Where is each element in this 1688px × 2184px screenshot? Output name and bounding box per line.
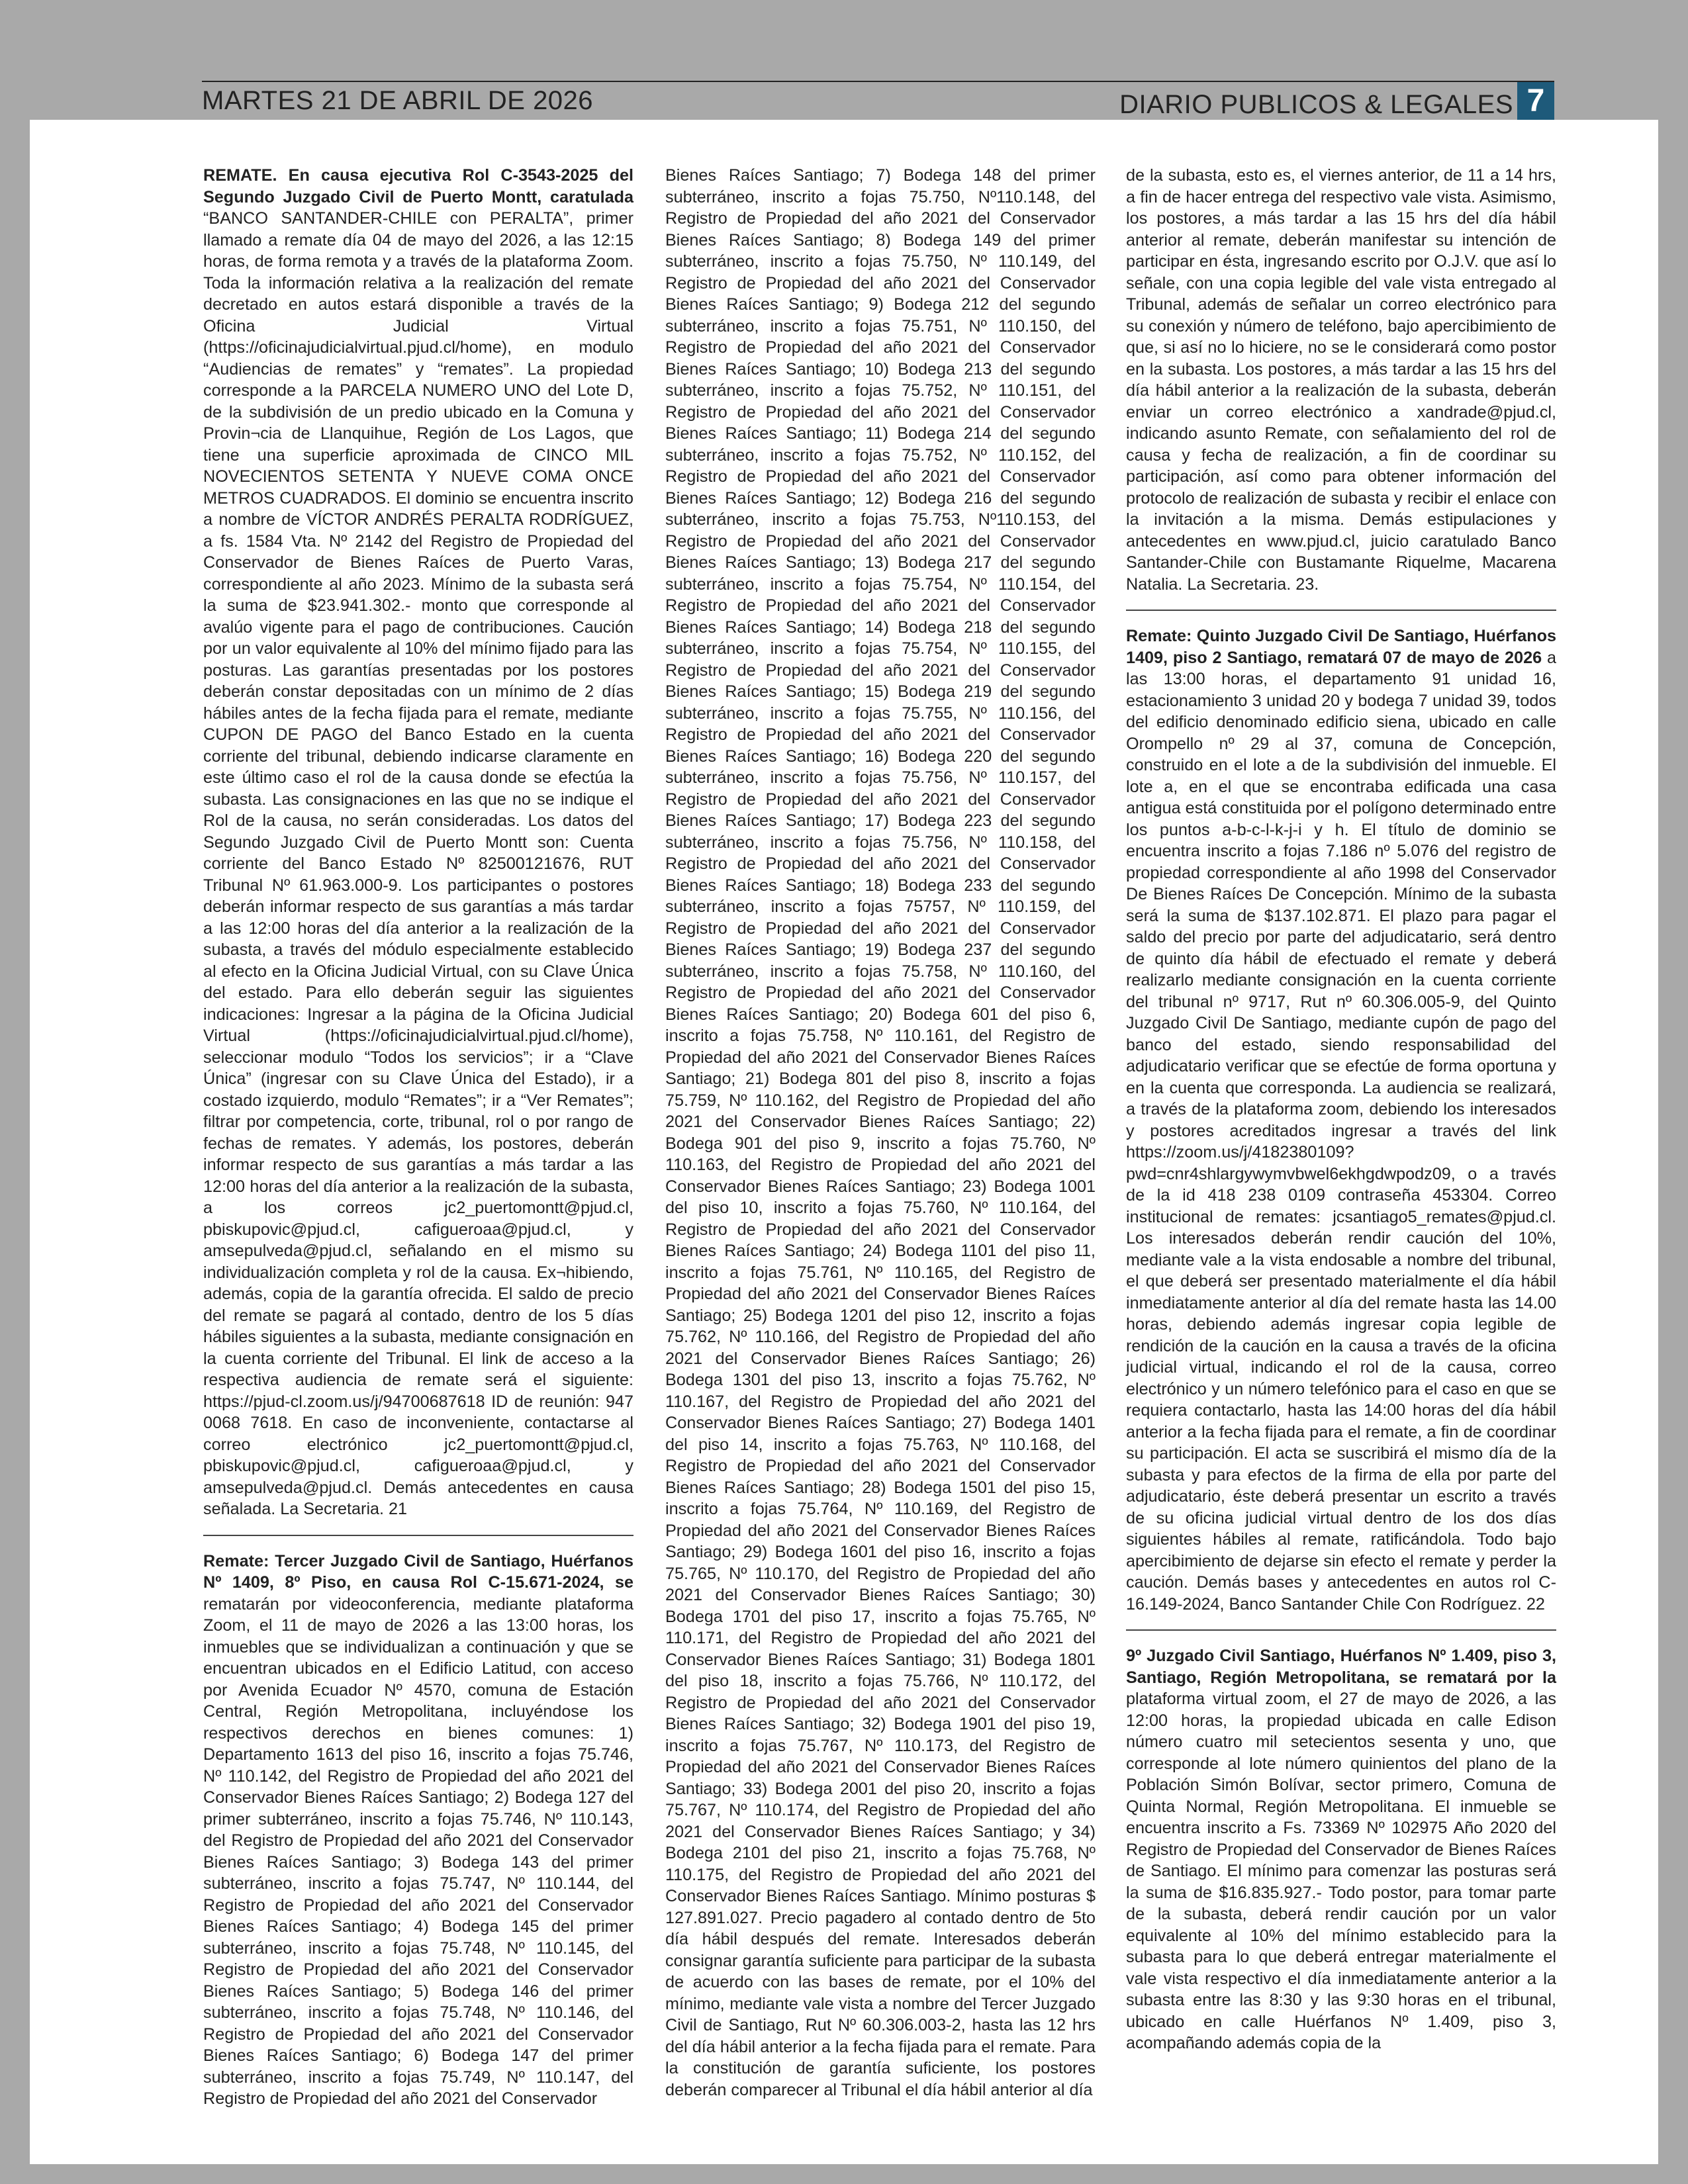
page-sheet [30,120,1658,2164]
notice-4-heading: 9º Juzgado Civil Santiago, Huérfanos Nº 1.409, piso 3, Santiago, Región Metropolitana, se rematará por la [1126,1647,1556,1687]
notice-2 [203,1551,633,2110]
page-header [202,81,1554,120]
notice-4-body: plataforma virtual zoom, el 27 de mayo de 2026, a las 12:00 horas, la propiedad ubicada en calle Edison número cuatro mil setecientos sesenta y uno, que corresponde al lote número quinientos del plano de la Población Simón Bolívar, sector primero, Comuna de Quinta Normal, Región Metropolitana. El inmueble se encuentra inscrito a Fs. 73369 Nº 102975 Año 2020 del Registro de Propiedad del Conservador de Bienes Raíces de Santiago. El mínimo para comenzar las posturas será la suma de $16.835.927.- Todo postor, para tomar parte de la subasta, deberá rendir caución por un valor equivalente al 10% del mínimo establecido para la subasta para lo que deberá entregar materialmente el vale vista respectivo el día inmediatamente anterior a la subasta entre las 8:30 y las 9:30 horas en el tribunal, ubicado en calle Huérfanos Nº 1.409, piso 3, acompañando además copia de la [1126,1690,1556,2052]
notice-divider [203,1535,633,1536]
notice-2-body-part-3: de la subasta, esto es, el viernes anterior, de 11 a 14 hrs, a fin de hacer entrega del respectivo vale vista. Asimismo, los postores, a más tardar a las 15 hrs del día hábil anterior al remate, deberán manifestar su intención de participar en ésta, ingresando escrito por O.J.V. que así lo señale, con una copia legible del vale vista entregado al Tribunal, además de señalar un correo electrónico para su conexión y número de teléfono, bajo apercibimiento de que, si así no lo hiciere, no se le considerará como postor en la subasta. Los postores, a más tardar a las 15 hrs del día hábil anterior a la realización de la subasta, deberán enviar un correo electrónico a xandrade@pjud.cl, indicando asunto Remate, con señalamiento del rol de causa y fecha de realización, a fin de coordinar su participación, así como para obtener información del protocolo de realización de subasta y recibir el enlace con la invitación a la misma. Demás estipulaciones y antecedentes en www.pjud.cl, juicio caratulado Banco Santander-Chile con Bustamante Riquelme, Macarena Natalia. La Secretaria. 23. [1126,166,1556,594]
publication-name: DIARIO PUBLICOS & LEGALES [1119,90,1513,119]
notice-2-heading: Remate: Tercer Juzgado Civil de Santiago, Huérfanos Nº 1409, 8º Piso, en causa Rol C-15.671-2024, se [203,1551,633,1592]
notice-2-body-part-1: rematarán por videoconferencia, mediante plataforma Zoom, el 11 de mayo de 2026 a las 13:00 horas, los inmuebles que se individualizan a continuación y que se encuentran ubicados en el Edificio Latitud, con acceso por Avenida Ecuador Nº 4570, comuna de Estación Central, Región Metropolitana, incluyéndose los respectivos derechos en bienes comunes: 1) Departamento 1613 del piso 16, inscrito a fojas 75.746, Nº 110.142, del Registro de Propiedad del año 2021 del Conservador Bienes Raíces Santiago; 2) Bodega 127 del primer subterráneo, inscrito a fojas 75.746, Nº 110.143, del Registro de Propiedad del año 2021 del Conservador Bienes Raíces Santiago; 3) Bodega 143 del primer subterráneo, inscrito a fojas 75.747, Nº 110.144, del Registro de Propiedad del año 2021 del Conservador Bienes Raíces Santiago; 4) Bodega 145 del primer subterráneo, inscrito a fojas 75.748, Nº 110.145, del Registro de Propiedad del año 2021 del Conservador Bienes Raíces Santiago; 5) Bodega 146 del primer subterráneo, inscrito a fojas 75.748, Nº 110.146, del Registro de Propiedad del año 2021 del Conservador Bienes Raíces Santiago; 6) Bodega 147 del primer subterráneo, inscrito a fojas 75.749, Nº 110.147, del Registro de Propiedad del año 2021 del Conservador [203,1594,633,2108]
notice-1-body: “BANCO SANTANDER-CHILE con PERALTA”, primer llamado a remate día 04 de mayo del 2026, a las 12:15 horas, de forma remota y a través de la plataforma Zoom. Toda la información relativa a la realización del remate decretado en autos estará disponible a través de la Oficina Judicial Virtual (https://oficinajudicialvirtual.pjud.cl/home), en modulo “Audiencias de remates” y “remates”. La propiedad corresponde a la PARCELA NUMERO UNO del Lote D, de la subdivisión de un predio ubicado en la Comuna y Provin¬cia de Llanquihue, Región de Los Lagos, que tiene una superficie aproximada de CINCO MIL NOVECIENTOS SETENTA Y NUEVE COMA ONCE METROS CUADRADOS. El dominio se encuentra inscrito a nombre de VÍCTOR ANDRÉS PERALTA RODRÍGUEZ, a fs. 1584 Vta. Nº 2142 del Registro de Propiedad del Conservador de Bienes Raíces de Puerto Varas, correspondiente al año 2023. Mínimo de la subasta será la suma de $23.941.302.- monto que corresponde al avalúo vigente para el pago de contribuciones. Caución por un valor equivalente al 10% del mínimo fijado para las posturas. Las garantías presentadas por los postores deberán constar depositadas con un mínimo de 2 días hábiles antes de la fecha fijada para el remate, mediante CUPON DE PAGO del Banco Estado en la cuenta corriente del tribunal, debiendo indicarse claramente en este último caso el rol de la causa donde se efectúa la subasta. Las consignaciones en las que no se indique el Rol de la causa, no serán consideradas. Los datos del Segundo Juzgado Civil de Puerto Montt son: Cuenta corriente del Banco Estado Nº 82500121676, RUT Tribunal Nº 61.963.000-9. Los participantes o postores deberán informar respecto de sus garantías a más tardar a las 12:00 horas del día anterior a la realización de la subasta, a través del módulo especialmente establecido al efecto en la Oficina Judicial Virtual, con su Clave Única del estado. Para ello deberán seguir las siguientes indicaciones: Ingresar a la página de la Oficina Judicial Virtual (https://oficinajudicialvirtual.pjud.cl/home), seleccionar modulo “Todos los servicios”; ir a “Clave Única” (ingresar con su Clave Única del Estado), ir a costado izquierdo, modulo “Remates”; ir a “Ver Remates”; filtrar por competencia, corte, tribunal, rol o por rango de fechas de remates. Y además, los postores, deberán informar respecto de sus garantías a más tardar a las 12:00 horas del día anterior a la realización de la subasta, a los correos jc2_puertomontt@pjud.cl, pbiskupovic@pjud.cl, cafigueroaa@pjud.cl, y amsepulveda@pjud.cl, señalando en el mismo su individualización completa y rol de la causa. Ex¬hibiendo, además, copia de la garantía ofrecida. El saldo de precio del remate se pagará al contado, dentro de los 5 días hábiles siguientes a la subasta, mediante consignación en la cuenta corriente del Tribunal. El link de acceso a la respectiva audiencia de remate será el siguiente: https://pjud-cl.zoom.us/j/94700687618 ID de reunión: 947 0068 7618. En caso de inconveniente, contactarse al correo electrónico jc2_puertomontt@pjud.cl, pbiskupovic@pjud.cl, cafigueroaa@pjud.cl, y amsepulveda@pjud.cl. Demás antecedentes en causa señalada. La Secretaria. 21 [203,209,633,1518]
notice-1-heading: REMATE. En causa ejecutiva Rol C-3543-2025 del Segundo Juzgado Civil de Puerto Montt, caratulada [203,166,633,206]
notice-2-body-part-2: Bienes Raíces Santiago; 7) Bodega 148 del primer subterráneo, inscrito a fojas 75.750, Nº110.148, del Registro de Propiedad del año 2021 del Conservador Bienes Raíces Santiago; 8) Bodega 149 del primer subterráneo, inscrito a fojas 75.750, Nº 110.149, del Registro de Propiedad del año 2021 del Conservador Bienes Raíces Santiago; 9) Bodega 212 del segundo subterráneo, inscrito a fojas 75.751, Nº 110.150, del Registro de Propiedad del año 2021 del Conservador Bienes Raíces Santiago; 10) Bodega 213 del segundo subterráneo, inscrito a fojas 75.752, Nº 110.151, del Registro de Propiedad del año 2021 del Conservador Bienes Raíces Santiago; 11) Bodega 214 del segundo subterráneo, inscrito a fojas 75.752, Nº 110.152, del Registro de Propiedad del año 2021 del Conservador Bienes Raíces Santiago; 12) Bodega 216 del segundo subterráneo, inscrito a fojas 75.753, Nº110.153, del Registro de Propiedad del año 2021 del Conservador Bienes Raíces Santiago; 13) Bodega 217 del segundo subterráneo, inscrito a fojas 75.754, Nº 110.154, del Registro de Propiedad del año 2021 del Conservador Bienes Raíces Santiago; 14) Bodega 218 del segundo subterráneo, inscrito a fojas 75.754, Nº 110.155, del Registro de Propiedad del año 2021 del Conservador Bienes Raíces Santiago; 15) Bodega 219 del segundo subterráneo, inscrito a fojas 75.755, Nº 110.156, del Registro de Propiedad del año 2021 del Conservador Bienes Raíces Santiago; 16) Bodega 220 del segundo subterráneo, inscrito a fojas 75.756, Nº 110.157, del Registro de Propiedad del año 2021 del Conservador Bienes Raíces Santiago; 17) Bodega 223 del segundo subterráneo, inscrito a fojas 75.756, Nº 110.158, del Registro de Propiedad del año 2021 del Conservador Bienes Raíces Santiago; 18) Bodega 233 del segundo subterráneo, inscrito a fojas 75757, Nº 110.159, del Registro de Propiedad del año 2021 del Conservador Bienes Raíces Santiago; 19) Bodega 237 del segundo subterráneo, inscrito a fojas 75.758, Nº 110.160, del Registro de Propiedad del año 2021 del Conservador Bienes Raíces Santiago; 20) Bodega 601 del piso 6, inscrito a fojas 75.758, Nº 110.161, del Registro de Propiedad del año 2021 del Conservador Bienes Raíces Santiago; 21) Bodega 801 del piso 8, inscrito a fojas 75.759, Nº 110.162, del Registro de Propiedad del año 2021 del Conservador Bienes Raíces Santiago; 22) Bodega 901 del piso 9, inscrito a fojas 75.760, Nº 110.163, del Registro de Propiedad del año 2021 del Conservador Bienes Raíces Santiago; 23) Bodega 1001 del piso 10, inscrito a fojas 75.760, Nº 110.164, del Registro de Propiedad del año 2021 del Conservador Bienes Raíces Santiago; 24) Bodega 1101 del piso 11, inscrito a fojas 75.761, Nº 110.165, del Registro de Propiedad del año 2021 del Conservador Bienes Raíces Santiago; 25) Bodega 1201 del piso 12, inscrito a fojas 75.762, Nº 110.166, del Registro de Propiedad del año 2021 del Conservador Bienes Raíces Santiago; 26) Bodega 1301 del piso 13, inscrito a fojas 75.762, Nº 110.167, del Registro de Propiedad del año 2021 del Conservador Bienes Raíces Santiago; 27) Bodega 1401 del piso 14, inscrito a fojas 75.763, Nº 110.168, del Registro de Propiedad del año 2021 del Conservador Bienes Raíces Santiago; 28) Bodega 1501 del piso 15, inscrito a fojas 75.764, Nº 110.169, del Registro de Propiedad del año 2021 del Conservador Bienes Raíces Santiago; 29) Bodega 1601 del piso 16, inscrito a fojas 75.765, Nº 110.170, del Registro de Propiedad del año 2021 del Conservador Bienes Raíces Santiago; 30) Bodega 1701 del piso 17, inscrito a fojas 75.765, Nº 110.171, del Registro de Propiedad del año 2021 del Conservador Bienes Raíces Santiago; 31) Bodega 1801 del piso 18, inscrito a fojas 75.766, Nº 110.172, del Registro de Propiedad del año 2021 del Conservador Bienes Raíces Santiago; 32) Bodega 1901 del piso 19, inscrito a fojas 75.767, Nº 110.173, del Registro de Propiedad del año 2021 del Conservador Bienes Raíces Santiago; 33) Bodega 2001 del piso 20, inscrito a fojas 75.767, Nº 110.174, del Registro de Propiedad del año 2021 del Conservador Bienes Raíces Santiago; y 34) Bodega 2101 del piso 21, inscrito a fojas 75.768, Nº 110.175, del Registro de Propiedad del año 2021 del Conservador Bienes Raíces Santiago. Mínimo posturas $ 127.891.027. Precio pagadero al contado dentro de 5to día hábil después del remate. Interesados deberán consignar garantía suficiente para participar de la subasta de acuerdo con las bases de remate, por el 10% del mínimo, mediante vale vista a nombre del Tercer Juzgado Civil de Santiago, Rut Nº 60.306.003-2, hasta las 12 hrs del día hábil anterior a la fecha fijada para el remate. Para la constitución de garantía suficiente, los postores deberán comparecer al Tribunal el día hábil anterior al día [665,166,1096,2099]
notice-divider [1126,1629,1556,1631]
notice-divider [1126,610,1556,611]
notice-1 [203,165,633,1520]
column-3 [1126,165,1556,2054]
column-1 [203,165,633,2110]
notice-2-continued [665,165,1096,2101]
issue-date: MARTES 21 DE ABRIL DE 2026 [202,86,594,115]
notice-2-continued-2 [1126,165,1556,595]
notice-3-heading: Remate: Quinto Juzgado Civil De Santiago, Huérfanos 1409, piso 2 Santiago, rematará 07 de mayo de 2026 [1126,627,1556,667]
notice-3-body: a las 13:00 horas, el departamento 91 unidad 16, estacionamiento 3 unidad 20 y bodega 7 unidad 39, todos del edificio denominado edificio siena, ubicado en calle Orompello nº 29 al 37, comuna de Concepción, construido en el lote a de la subdivisión del inmueble. El lote a, en el que se encontraba edificada una casa antigua está constituida por el polígono determinado entre los puntos a-b-c-l-k-j-i y h. El título de dominio se encuentra inscrito a fojas 7.186 nº 5.076 del registro de propiedad correspondiente al año 1998 del Conservador De Bienes Raíces De Concepción. Mínimo de la subasta será la suma de $137.102.871. El plazo para pagar el saldo del precio por parte del adjudicatario, será dentro de quinto día hábil de efectuado el remate y deberá realizarlo mediante consignación en la cuenta corriente del tribunal nº 9717, Rut nº 60.306.005-9, del Quinto Juzgado Civil De Santiago, mediante cupón de pago del banco del estado, siendo responsabilidad del adjudicatario verificar que se efectúe de forma oportuna y en la cuenta que corresponda. La audiencia se realizará, a través de la plataforma zoom, debiendo los interesados y postores acreditados ingresar a través del link https://zoom.us/j/4182380109?pwd=cnr4shlargywymvbwel6ekhgdwpodz09, o a través de la id 418 238 0109 contraseña 453304. Correo institucional de remates: jcsantiago5_remates@pjud.cl. Los interesados deberán rendir caución del 10%, mediante vale a la vista endosable a nombre del tribunal, el que deberá ser presentado materialmente el día hábil inmediatamente anterior al día del remate hasta las 14.00 horas, debiendo además ingresar copia legible de rendición de la caución en la causa a través de la oficina judicial virtual, indicando el rol de la causa, correo electrónico y un número telefónico para el caso en que se requiera contactarlo, hasta las 14:00 horas del día hábil anterior a la fecha fijada para el remate, a fin de coordinar su participación. El acta se suscribirá el mismo día de la subasta y para efectos de la firma de ella por parte del adjudicatario, éste deberá presentar un escrito a través de su oficina judicial virtual dentro de los dos días siguientes hábiles al remate, ratificándola. Todo bajo apercibimiento de dejarse sin efecto el remate y perder la caución. Demás bases y antecedentes en autos rol C-16.149-2024, Banco Santander Chile Con Rodríguez. 22 [1126,648,1556,1614]
page-number-badge: 7 [1517,82,1554,120]
column-2 [665,165,1096,2101]
notice-4 [1126,1645,1556,2054]
notice-3 [1126,625,1556,1615]
